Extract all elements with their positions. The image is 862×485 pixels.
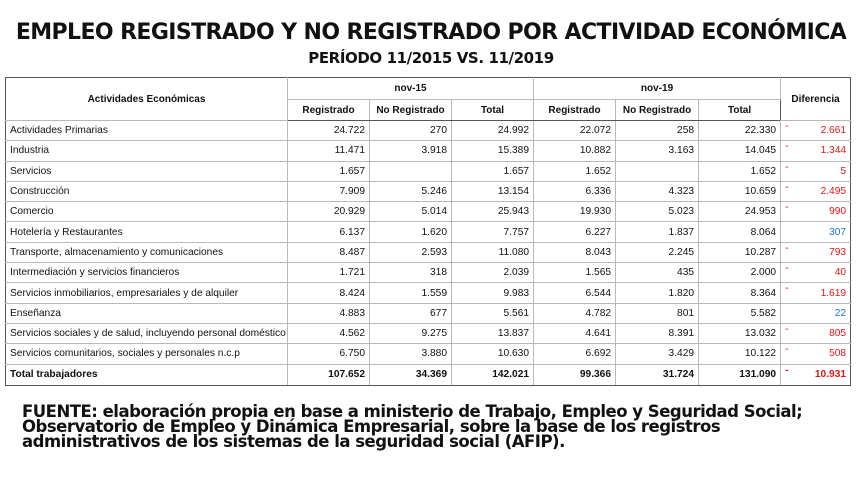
activity-cell: Servicios [6,161,288,181]
value-cell-tot15: 142.021 [452,364,534,385]
header-unregistered-2019: No Registrado [616,100,699,121]
value-cell-reg19: 22.072 [534,121,616,141]
negative-sign: - [785,344,789,356]
difference-cell [781,161,851,181]
header-total-2019: Total [699,100,781,121]
value-cell-tot15: 25.943 [452,202,534,222]
activity-cell: Intermediación y servicios financieros [6,263,288,283]
value-cell-noreg15: 5.246 [370,181,452,201]
value-cell-reg19: 1.565 [534,263,616,283]
difference-value: 40 [834,267,847,279]
activity-cell: Enseñanza [6,303,288,323]
value-cell-reg19: 6.544 [534,283,616,303]
value-cell-tot15: 2.039 [452,263,534,283]
negative-sign: - [785,242,789,254]
value-cell-reg15: 4.562 [288,323,370,343]
negative-sign: - [785,202,789,214]
value-cell-tot19: 2.000 [699,263,781,283]
value-cell-reg15: 6.750 [288,344,370,364]
value-cell-tot15: 5.561 [452,303,534,323]
value-cell-tot15: 10.630 [452,344,534,364]
value-cell-noreg15: 1.620 [370,222,452,242]
value-cell-reg19: 1.652 [534,161,616,181]
value-cell-noreg15: 1.559 [370,283,452,303]
value-cell-noreg19: 8.391 [616,323,699,343]
value-cell-reg19: 8.043 [534,242,616,262]
difference-value: 2.495 [820,186,847,198]
table-row [6,263,851,283]
table-body [6,121,851,386]
value-cell-reg15: 7.909 [288,181,370,201]
table-row [6,323,851,343]
value-cell-noreg19: 5.023 [616,202,699,222]
activity-cell: Actividades Primarias [6,121,288,141]
value-cell-reg19: 6.692 [534,344,616,364]
value-cell-noreg15: 3.918 [370,141,452,161]
header-difference: Diferencia [781,78,851,121]
table-row [6,303,851,323]
table-row [6,283,851,303]
activity-cell: Hotelería y Restaurantes [6,222,288,242]
value-cell-reg15: 6.137 [288,222,370,242]
value-cell-tot19: 10.122 [699,344,781,364]
value-cell-reg15: 107.652 [288,364,370,385]
value-cell-noreg19: 2.245 [616,242,699,262]
value-cell-tot15: 24.992 [452,121,534,141]
negative-sign: - [785,161,789,173]
value-cell-reg15: 4.883 [288,303,370,323]
activity-cell: Industria [6,141,288,161]
negative-sign: - [785,181,789,193]
difference-cell [781,303,851,323]
difference-cell [781,344,851,364]
header-total-2015: Total [452,100,534,121]
value-cell-noreg15: 9.275 [370,323,452,343]
source-note: FUENTE: elaboración propia en base a ministerio de Trabajo, Empleo y Seguridad Social; Observatorio de Empleo y Dinámica Empresarial, sobre la base de los registros administrativos de los sistemas de la seguridad social (AFIP). [22,402,803,451]
difference-value: 805 [829,328,847,340]
value-cell-noreg15: 5.014 [370,202,452,222]
negative-sign: - [785,323,789,335]
negative-sign: - [785,121,789,132]
value-cell-reg15: 20.929 [288,202,370,222]
value-cell-noreg19: 435 [616,263,699,283]
table-total-row [6,364,851,385]
value-cell-tot15: 7.757 [452,222,534,242]
value-cell-tot19: 22.330 [699,121,781,141]
difference-value: 22 [834,307,847,319]
negative-sign: - [785,364,789,376]
value-cell-reg19: 10.882 [534,141,616,161]
value-cell-noreg19: 3.429 [616,344,699,364]
difference-value: 5 [840,165,847,177]
page-subtitle: PERÍODO 11/2015 VS. 11/2019 [308,49,554,67]
value-cell-reg15: 8.487 [288,242,370,262]
header-activity: Actividades Económicas [6,78,288,121]
activity-cell: Transporte, almacenamiento y comunicaciones [6,242,288,262]
value-cell-tot19: 8.064 [699,222,781,242]
value-cell-noreg19: 31.724 [616,364,699,385]
table-row [6,222,851,242]
difference-value: 1.344 [820,145,847,157]
value-cell-reg19: 4.782 [534,303,616,323]
value-cell-noreg19: 3.163 [616,141,699,161]
difference-cell [781,283,851,303]
activity-cell: Servicios inmobiliarios, empresariales y de alquiler [6,283,288,303]
value-cell-reg19: 99.366 [534,364,616,385]
value-cell-tot15: 13.837 [452,323,534,343]
activity-cell: Servicios comunitarios, sociales y personales n.c.p [6,344,288,364]
value-cell-reg15: 8.424 [288,283,370,303]
value-cell-noreg15: 677 [370,303,452,323]
page-title: EMPLEO REGISTRADO Y NO REGISTRADO POR ACTIVIDAD ECONÓMICA [15,20,847,45]
header-unregistered-2015: No Registrado [370,100,452,121]
value-cell-noreg19: 1.820 [616,283,699,303]
table-row [6,344,851,364]
difference-value: 508 [829,348,847,360]
difference-value: 793 [829,246,847,258]
activity-cell: Comercio [6,202,288,222]
table-row [6,242,851,262]
activity-cell: Total trabajadores [6,364,288,385]
difference-value: 1.619 [820,287,847,299]
table-row [6,121,851,141]
header-registered-2015: Registrado [288,100,370,121]
header-registered-2019: Registrado [534,100,616,121]
difference-cell [781,222,851,242]
value-cell-tot19: 14.045 [699,141,781,161]
value-cell-tot19: 10.659 [699,181,781,201]
difference-cell [781,364,851,385]
header-period-2019: nov-19 [534,78,781,100]
value-cell-noreg19 [616,161,699,181]
value-cell-reg15: 1.721 [288,263,370,283]
difference-cell [781,202,851,222]
value-cell-noreg19: 258 [616,121,699,141]
value-cell-reg19: 4.641 [534,323,616,343]
value-cell-noreg19: 1.837 [616,222,699,242]
value-cell-tot19: 10.287 [699,242,781,262]
difference-cell [781,263,851,283]
table-row [6,141,851,161]
value-cell-tot19: 5.582 [699,303,781,323]
negative-sign: - [785,263,789,275]
header-period-2015: nov-15 [288,78,534,100]
difference-value: 990 [829,206,847,218]
value-cell-noreg19: 801 [616,303,699,323]
negative-sign: - [785,283,789,295]
value-cell-tot19: 24.953 [699,202,781,222]
value-cell-reg15: 1.657 [288,161,370,181]
value-cell-reg19: 19.930 [534,202,616,222]
value-cell-noreg19: 4.323 [616,181,699,201]
difference-value: 10.931 [814,369,847,381]
value-cell-reg19: 6.227 [534,222,616,242]
value-cell-tot19: 131.090 [699,364,781,385]
value-cell-tot15: 13.154 [452,181,534,201]
value-cell-noreg15: 318 [370,263,452,283]
value-cell-reg15: 24.722 [288,121,370,141]
value-cell-noreg15: 3.880 [370,344,452,364]
value-cell-noreg15 [370,161,452,181]
activity-cell: Construcción [6,181,288,201]
value-cell-tot15: 9.983 [452,283,534,303]
value-cell-tot15: 11.080 [452,242,534,262]
value-cell-reg19: 6.336 [534,181,616,201]
difference-value: 307 [829,226,847,238]
employment-table [5,77,851,386]
value-cell-tot19: 8.364 [699,283,781,303]
value-cell-noreg15: 2.593 [370,242,452,262]
difference-cell [781,323,851,343]
table-row [6,181,851,201]
difference-cell [781,181,851,201]
value-cell-noreg15: 34.369 [370,364,452,385]
value-cell-tot15: 1.657 [452,161,534,181]
difference-cell [781,242,851,262]
value-cell-tot15: 15.389 [452,141,534,161]
value-cell-reg15: 11.471 [288,141,370,161]
difference-value: 2.661 [820,125,847,137]
value-cell-noreg15: 270 [370,121,452,141]
value-cell-tot19: 13.032 [699,323,781,343]
negative-sign: - [785,141,789,153]
table-row [6,202,851,222]
activity-cell: Servicios sociales y de salud, incluyendo personal doméstico [6,323,288,343]
value-cell-tot19: 1.652 [699,161,781,181]
table-row [6,161,851,181]
difference-cell [781,121,851,141]
difference-cell [781,141,851,161]
